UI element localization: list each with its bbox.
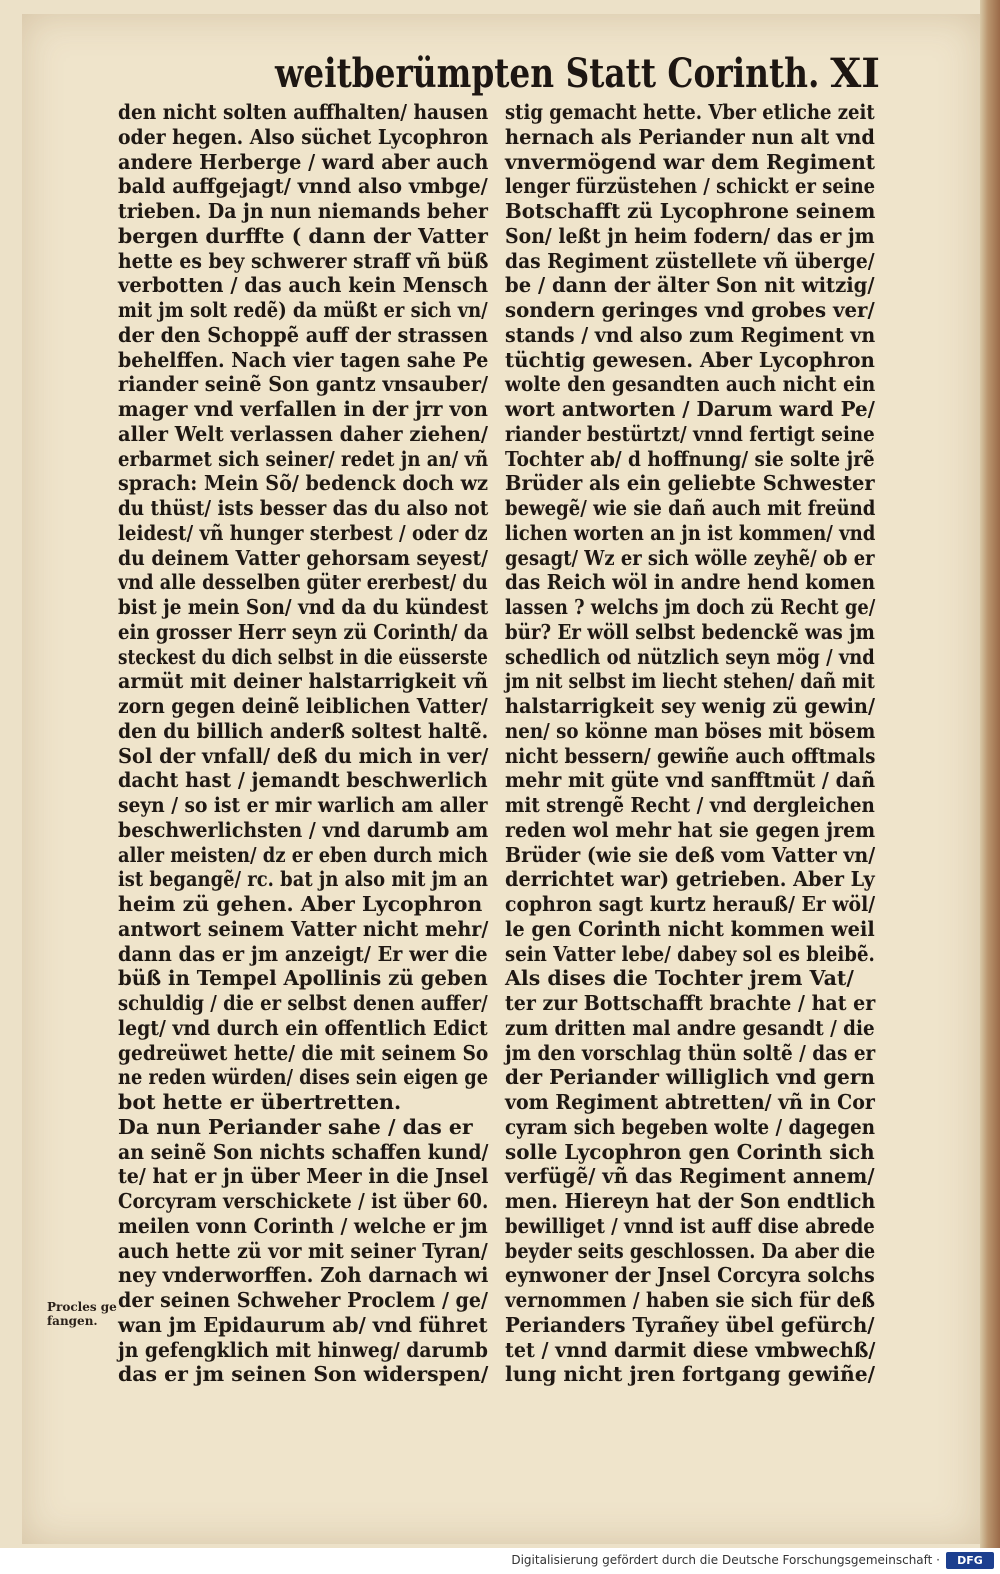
text-line: aller meisten/ dz er eben durch mich <box>118 842 488 867</box>
text-line: jm den vorschlag thün soltẽ / das er <box>505 1040 876 1065</box>
text-line: bewilliget / vnnd ist auff dise abrede <box>505 1213 875 1238</box>
text-line: den du billich anderß soltest haltẽ. <box>118 718 489 743</box>
text-column-left <box>118 100 488 1387</box>
text-line: andere Herberge / ward aber auch <box>118 149 489 174</box>
text-line: nen/ so könne man böses mit bösem <box>505 718 876 743</box>
text-line: ist begangẽ/ rc. bat jn also mit jm an <box>118 867 489 892</box>
text-line: mit strengẽ Recht / vnd dergleichen <box>505 793 875 817</box>
text-line: Son/ leßt jn heim fodern/ das er jm <box>505 223 875 248</box>
folio-number: XI <box>830 50 880 97</box>
text-line: Sol der vnfall/ deß du mich in ver/ <box>118 743 489 768</box>
text-line: seyn / so ist er mir warlich am aller <box>118 793 488 817</box>
footer-bar <box>0 1548 1000 1574</box>
text-line: wort antworten / Darum ward Pe/ <box>505 397 875 421</box>
text-line: gesagt/ Wz er sich wölle zeyhẽ/ ob er <box>505 545 875 570</box>
text-line: behelffen. Nach vier tagen sahe Pe <box>118 347 489 372</box>
marginal-note: Procles ge fangen. <box>47 1300 117 1328</box>
text-line: tet / vnnd darmit diese vmbwechß/ <box>505 1337 876 1362</box>
text-line: erbarmet sich seiner/ redet jn an/ vñ <box>118 446 489 471</box>
text-line: zum dritten mal andre gesandt / die <box>505 1015 875 1040</box>
text-line: bergen durffte ( dann der Vatter <box>118 223 488 248</box>
text-line: tüchtig gewesen. Aber Lycophron <box>505 347 875 372</box>
text-line: schedlich od nützlich seyn mög / vnd <box>505 644 875 669</box>
text-line: legt/ vnd durch ein offentlich Edict <box>118 1015 488 1040</box>
text-line: stands / vnd also zum Regiment vn <box>505 322 876 347</box>
text-line: bot hette er übertretten. <box>118 1090 402 1114</box>
text-line: Brüder (wie sie deß vom Vatter vn/ <box>505 842 876 867</box>
text-line: wolte den gesandten auch nicht ein <box>505 372 876 397</box>
text-line: jn gefengklich mit hinweg/ darumb <box>118 1337 488 1362</box>
footer-credit: Digitalisierung gefördert durch die Deutsche Forschungsgemeinschaft · <box>511 1553 940 1567</box>
text-line: oder hegen. Also süchet Lycophron <box>118 124 489 149</box>
dfg-logo: DFG <box>946 1552 994 1569</box>
text-line: lenger fürzüstehen / schickt er seine <box>505 174 876 199</box>
text-line: Tochter ab/ d hoffnung/ sie solte jrẽ <box>505 446 875 471</box>
text-line: schuldig / die er selbst denen auffer/ <box>118 991 488 1015</box>
text-line: ein grosser Herr seyn zü Corinth/ da <box>118 619 489 644</box>
text-line: reden wol mehr hat sie gegen jrem <box>505 817 876 842</box>
text-line: der seinen Schweher Proclem / ge/ <box>118 1288 488 1312</box>
text-line: aller Welt verlassen daher ziehen/ <box>118 421 488 446</box>
text-line: bür? Er wöll selbst bedenckẽ was jm <box>505 619 875 644</box>
page-header <box>275 50 890 100</box>
text-line: den nicht solten auffhalten/ hausen <box>118 100 489 124</box>
text-line: derrichtet war) getrieben. Aber Ly <box>505 867 875 892</box>
text-line: te/ hat er jn über Meer in die Jnsel <box>118 1164 489 1189</box>
text-line: Als dises die Tochter jrem Vat/ <box>505 966 854 991</box>
text-line: stig gemacht hette. Vber etliche zeit <box>505 100 875 124</box>
text-line: Brüder als ein geliebte Schwester <box>505 471 875 496</box>
text-line: men. Hiereyn hat der Son endtlich <box>505 1189 876 1213</box>
text-line: ney vnderworffen. Zoh darnach wi <box>118 1263 489 1288</box>
text-line: das er jm seinen Son widerspen/ <box>118 1362 489 1387</box>
text-line: das Reich wöl in andre hend komen <box>505 570 876 595</box>
text-line: vom Regiment abtretten/ vñ in Cor <box>505 1090 875 1114</box>
text-line: verbotten / das auch kein Mensch <box>118 273 489 298</box>
text-line: eynwoner der Jnsel Corcyra solchs <box>505 1263 875 1288</box>
text-line: der Periander williglich vnd gern <box>505 1065 875 1090</box>
page-edge <box>980 0 1000 1574</box>
text-line: beyder seits geschlossen. Da aber die <box>505 1238 876 1263</box>
text-line: mehr mit güte vnd sanfftmüt / dañ <box>505 768 876 793</box>
text-line: sein Vatter lebe/ dabey sol es bleibẽ. <box>505 941 875 966</box>
running-title: weitberümpten Statt Corinth. <box>275 50 820 97</box>
text-line: mit jm solt redẽ) da müßt er sich vn/ <box>118 298 488 322</box>
text-line: riander seinẽ Son gantz vnsauber/ <box>118 372 489 397</box>
text-line: hernach als Periander nun alt vnd <box>505 124 875 149</box>
text-line: trieben. Da jn nun niemands beher <box>118 199 488 223</box>
text-line: nicht bessern/ gewiñe auch offtmals <box>505 743 876 768</box>
text-line: heim zü gehen. Aber Lycophron <box>118 892 483 916</box>
text-line: auch hette zü vor mit seiner Tyran/ <box>118 1238 488 1263</box>
text-line: verfügẽ/ vñ das Regiment annem/ <box>505 1164 875 1189</box>
text-line: du deinem Vatter gehorsam seyest/ <box>118 545 488 570</box>
text-line: solle Lycophron gen Corinth sich <box>505 1139 875 1164</box>
text-line: lichen worten an jn ist kommen/ vnd <box>505 520 876 545</box>
text-line: cophron sagt kurtz herauß/ Er wöl/ <box>505 892 876 916</box>
text-line: vnvermögend war dem Regiment <box>505 149 876 174</box>
text-line: Da nun Periander sahe / das er <box>118 1114 473 1139</box>
text-line: sprach: Mein Sõ/ bedenck doch wz <box>118 471 489 496</box>
text-line: dacht hast / jemandt beschwerlich <box>118 768 488 793</box>
text-line: vnd alle desselben güter ererbest/ du <box>118 570 488 595</box>
text-line: mager vnd verfallen in der jrr von <box>118 397 488 421</box>
text-line: Botschafft zü Lycophrone seinem <box>505 199 876 223</box>
text-line: Corcyram verschickete / ist über 60. <box>118 1189 489 1213</box>
text-line: gedreüwet hette/ die mit seinem So <box>118 1040 489 1065</box>
text-line: wan jm Epidaurum ab/ vnd führet <box>118 1312 488 1337</box>
text-line: der den Schoppẽ auff der strassen <box>118 322 489 347</box>
text-line: dann das er jm anzeigt/ Er wer die <box>118 941 488 966</box>
text-line: beschwerlichsten / vnd darumb am <box>118 817 489 842</box>
text-line: zorn gegen deinẽ leiblichen Vatter/ <box>118 694 488 718</box>
text-line: steckest du dich selbst in die eüsserste <box>118 644 488 669</box>
text-line: meilen vonn Corinth / welche er jm <box>118 1213 488 1238</box>
text-line: le gen Corinth nicht kommen weil <box>505 916 875 941</box>
text-line: hette es bey schwerer straff vñ büß <box>118 248 489 273</box>
text-line: bewegẽ/ wie sie dañ auch mit freünd <box>505 496 876 520</box>
text-line: vernommen / haben sie sich für deß <box>505 1288 876 1312</box>
text-line: antwort seinem Vatter nicht mehr/ <box>118 916 489 941</box>
text-line: an seinẽ Son nichts schaffen kund/ <box>118 1139 489 1164</box>
text-line: riander bestürtzt/ vnnd fertigt seine <box>505 421 875 446</box>
text-line: bald auffgejagt/ vnnd also vmbge/ <box>118 174 488 199</box>
text-line: cyram sich begeben wolte / dagegen <box>505 1114 875 1139</box>
text-line: ne reden würden/ dises sein eigen ge <box>118 1065 489 1090</box>
text-column-right <box>505 100 875 1387</box>
text-line: du thüst/ ists besser das du also not <box>118 496 489 520</box>
text-line: büß in Tempel Apollinis zü geben <box>118 966 488 991</box>
text-line: jm nit selbst im liecht stehen/ dañ mit <box>505 669 875 694</box>
text-line: bist je mein Son/ vnd da du kündest <box>118 595 489 619</box>
text-line: halstarrigkeit sey wenig zü gewin/ <box>505 694 876 718</box>
text-line: lassen ? welchs jm doch zü Recht ge/ <box>505 595 876 619</box>
text-line: sondern geringes vnd grobes ver/ <box>505 298 875 322</box>
text-line: das Regiment züstellete vñ überge/ <box>505 248 875 273</box>
text-line: ter zur Bottschafft brachte / hat er <box>505 991 876 1015</box>
text-line: armüt mit deiner halstarrigkeit vñ <box>118 669 488 694</box>
text-line: Perianders Tyrañey übel gefürch/ <box>505 1312 875 1337</box>
text-line: lung nicht jren fortgang gewiñe/ <box>505 1362 876 1387</box>
text-line: be / dann der älter Son nit witzig/ <box>505 273 875 298</box>
text-line: leidest/ vñ hunger sterbest / oder dz <box>118 520 488 545</box>
